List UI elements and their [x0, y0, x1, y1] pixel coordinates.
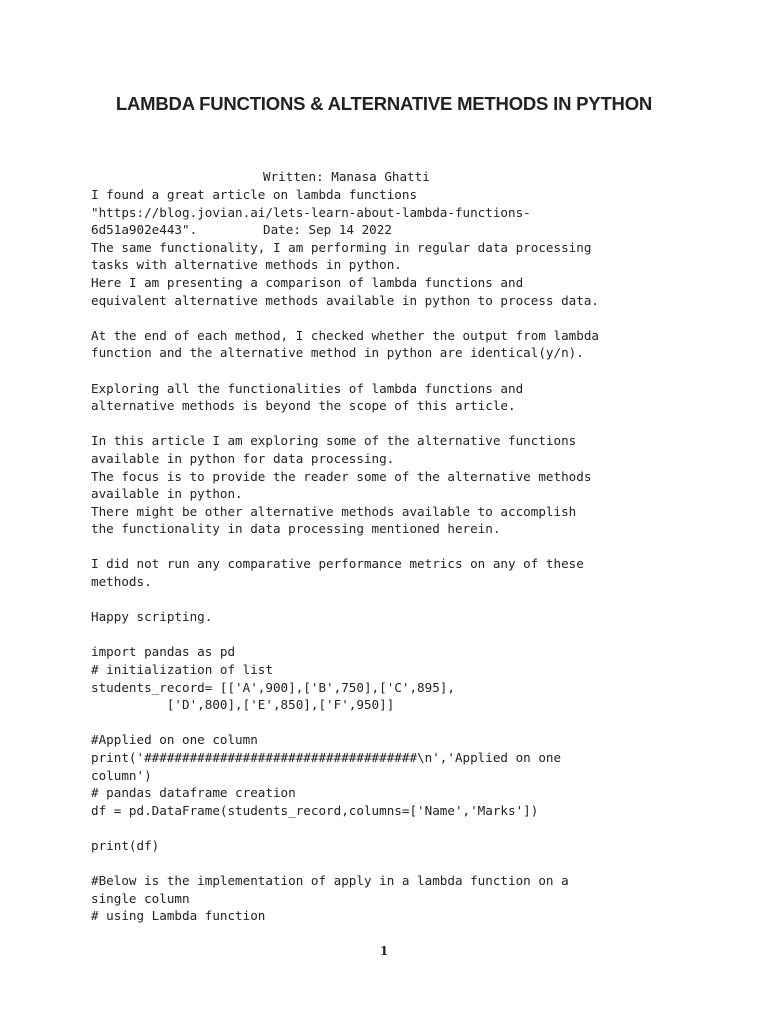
body-line: In this article I am exploring some of the alternative functions	[91, 433, 577, 449]
body-line: single column	[91, 890, 190, 906]
body-line: equivalent alternative methods available in python to process data.	[91, 292, 599, 308]
body-line: alternative methods is beyond the scope of this article.	[91, 398, 516, 414]
body-line: Happy scripting.	[91, 609, 213, 625]
body-line: The focus is to provide the reader some of the alternative methods	[91, 468, 592, 484]
body-line	[91, 309, 731, 327]
body-line: Exploring all the functionalities of lambda functions and	[91, 380, 524, 396]
page-number: 1	[379, 944, 389, 958]
body-line: function and the alternative method in python are identical(y/n).	[91, 345, 584, 361]
body-line: the functionality in data processing mentioned herein.	[91, 521, 501, 537]
body-line: import pandas as pd	[91, 644, 236, 660]
body-line: At the end of each method, I checked whether the output from lambda	[91, 327, 599, 343]
document-title: LAMBDA FUNCTIONS & ALTERNATIVE METHODS IN PYTHON	[115, 93, 653, 114]
body-line	[91, 855, 731, 873]
body-line: The same functionality, I am performing in regular data processing	[91, 239, 592, 255]
body-line: #Below is the implementation of apply in a lambda function on a	[91, 873, 569, 889]
body-line: I did not run any comparative performance metrics on any of these	[91, 556, 584, 572]
author-line: Written: Manasa Ghatti	[263, 169, 430, 185]
document-body	[91, 186, 731, 925]
body-line: # using Lambda function	[91, 908, 266, 924]
body-line: print('####################################\n','Applied on one	[91, 750, 562, 765]
body-line: available in python.	[91, 486, 243, 502]
body-line	[91, 591, 731, 609]
body-line	[91, 362, 731, 380]
body-line: 6d51a902e443".	[91, 222, 198, 238]
date-line: Date: Sep 14 2022	[263, 221, 392, 237]
body-line: "https://blog.jovian.ai/lets-learn-about-lambda-functions-	[91, 204, 531, 220]
body-line: #Applied on one column	[91, 732, 258, 748]
body-line: # initialization of list	[91, 662, 273, 678]
body-line: I found a great article on lambda functions	[91, 187, 418, 202]
body-line: methods.	[91, 574, 152, 590]
body-line: students_record= [['A',900],['B',750],['C',895],	[91, 679, 455, 695]
body-line: df = pd.DataFrame(students_record,columns=['Name','Marks'])	[91, 802, 539, 818]
body-line: column')	[91, 767, 152, 783]
body-line: There might be other alternative methods available to accomplish	[91, 503, 577, 519]
body-line	[91, 819, 731, 837]
body-line	[91, 415, 731, 433]
body-line: ['D',800],['E',850],['F',950]]	[91, 697, 395, 713]
body-line: # pandas dataframe creation	[91, 785, 296, 801]
body-line: print(df)	[91, 837, 160, 853]
body-line: available in python for data processing.	[91, 450, 395, 466]
body-line	[91, 714, 731, 732]
body-line	[91, 538, 731, 556]
body-line: Here I am presenting a comparison of lambda functions and	[91, 274, 524, 290]
body-line: tasks with alternative methods in python.	[91, 257, 402, 273]
body-line	[91, 626, 731, 644]
